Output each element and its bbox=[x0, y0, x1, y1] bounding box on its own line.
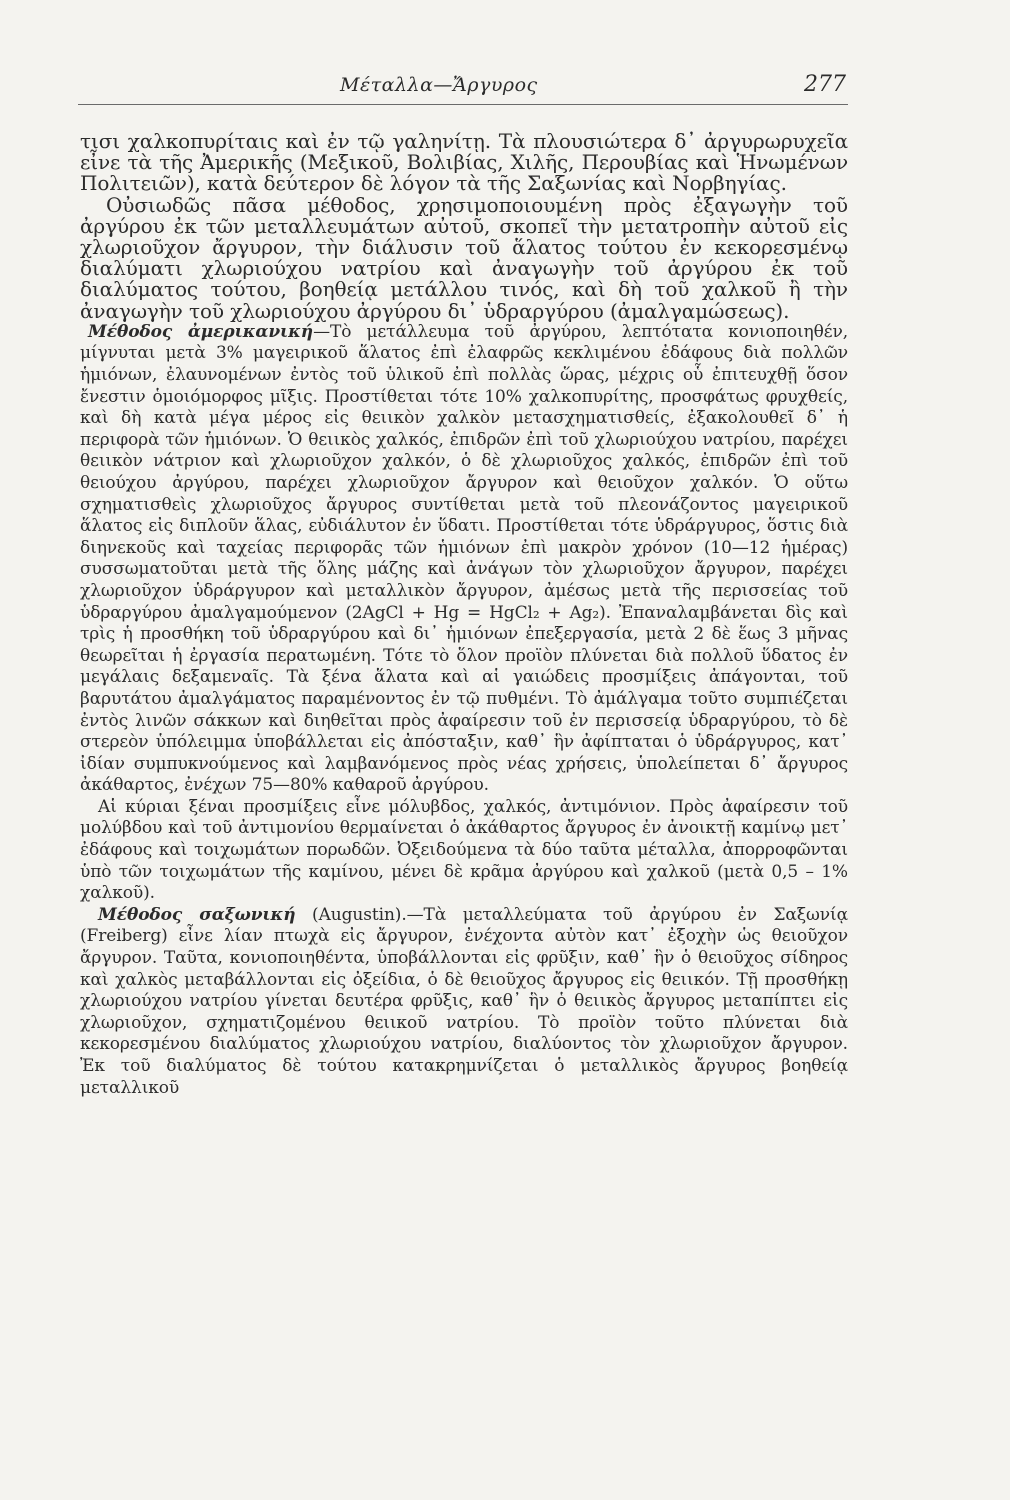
body-text bbox=[80, 131, 848, 1099]
running-head-title: Μέταλλα—Ἄργυρος bbox=[340, 74, 538, 96]
paragraph-saxon-method bbox=[80, 905, 848, 1099]
american-method-heading: Μέθοδος ἀμερικανική bbox=[88, 321, 314, 342]
paragraph-2: Οὐσιωδῶς πᾶσα μέθοδος, χρησιμοποιουμένη πρὸς ἐξαγωγὴν τοῦ ἀργύρου ἐκ τῶν μεταλλευμάτων αὐτοῦ, σκοπεῖ τὴν μετατροπὴν αὐτοῦ εἰς χλωριοῦχον ἄργυρον, τὴν διάλυσιν τοῦ ἅλατος τούτου ἐν κεκορεσμένῳ διαλύματι χλωριούχου νατρίου καὶ ἀναγωγὴν τοῦ ἀργύρου ἐκ τοῦ διαλύματος τούτου, βοηθείᾳ μετάλλου τινός, καὶ δὴ τοῦ χαλκοῦ ἢ τὴν ἀναγωγὴν τοῦ χλωριούχου ἀργύρου δι᾽ ὑδραργύρου (ἀμαλγαμώσεως). bbox=[80, 192, 848, 323]
american-method-text: —Τὸ μετάλλευμα τοῦ ἀργύρου, λεπτότατα κονιοποιηθέν, μίγνυται μετὰ 3% μαγειρικοῦ ἅλατος ἐπὶ ἐλαφρῶς κεκλιμένου ἐδάφους διὰ πολλῶν ἡμιόνων, ἐλαυνομένων ἐντὸς τοῦ ὑλικοῦ ἐπὶ πολλὰς ὥρας, μέχρις οὗ ἐπιτευχθῇ ὅσον ἔνεστιν ὁμοιόμορφος μῖξις. Προστίθεται τότε 10% χαλκοπυρίτης, προσφάτως φρυχθείς, καὶ δὴ κατὰ μέγα μέρος εἰς θειικὸν χαλκὸν μετασχηματισθείς, ἐξακολουθεῖ δ᾽ ἡ περιφορὰ τῶν ἡμιόνων. Ὁ θειικὸς χαλκός, ἐπιδρῶν ἐπὶ τοῦ χλωριούχου νατρίου, παρέχει θειικὸν νάτριον καὶ χλωριοῦχον χαλκόν, ὁ δὲ χλωριοῦχος χαλκός, ἐπιδρῶν ἐπὶ τοῦ θειούχου ἀργύρου, παρέχει χλωριοῦχον ἄργυρον καὶ θειοῦχον χαλκόν. Ὁ οὕτω σχηματισθεὶς χλωριοῦχος ἄργυρος συντίθεται μετὰ τοῦ πλεονάζοντος μαγειρικοῦ ἅλατος εἰς διπλοῦν ἅλας, εὐδιάλυτον ἐν ὕδατι. Προστίθεται τότε ὑδράργυρος, ὅστις διὰ διηνεκοῦς καὶ ταχείας περιφορᾶς τῶν ἡμιόνων ἐπὶ μακρὸν χρόνον (10—12 ἡμέρας) συσσωματοῦται μετὰ τῆς ὅλης μάζης καὶ ἀνάγων τὸν χλωριοῦχον ἄργυρον, παρέχει χλωριοῦχον ὑδράργυρον καὶ μεταλλικὸν ἄργυρον, ἀμέσως μετὰ τῆς περισσείας τοῦ ὑδραργύρου ἀμαλγαμούμενον (2AgCl + Hg = HgCl₂ + Ag₂). Ἐπαναλαμβάνεται δὶς καὶ τρὶς ἡ προσθήκη τοῦ ὑδραργύρου καὶ δι᾽ ἡμιόνων ἐπεξεργασία, μετὰ 2 δὲ ἕως 3 μῆνας θεωρεῖται ἡ ἐργασία περατωμένη. Τότε τὸ ὅλον προϊὸν πλύνεται διὰ πολλοῦ ὕδατος ἐν μεγάλαις δεξαμεναῖς. Τὰ ξένα ἅλατα καὶ αἱ γαιώδεις προσμίξεις ἀπάγονται, τοῦ βαρυτάτου ἀμαλγάματος παραμένοντος ἐν τῷ πυθμένι. Τὸ ἀμάλγαμα τοῦτο συμπιέζεται ἐντὸς λινῶν σάκκων καὶ διηθεῖται πρὸς ἀφαίρεσιν τοῦ ἐν περισσείᾳ ὑδραργύρου, τὸ δὲ στερεὸν ὑπόλειμμα ὑποβάλλεται εἰς ἀπόσταξιν, καθ᾽ ἣν ἀφίπταται ὁ ὑδράργυρος, κατ᾽ ἰδίαν συμπυκνούμενος καὶ λαμβανόμενος πρὸς νέας χρήσεις, ὑπολείπεται δ᾽ ἄργυρος ἀκάθαρτος, ἐνέχων 75—80% καθαροῦ ἀργύρου. bbox=[80, 321, 848, 796]
paragraph-1: τισι χαλκοπυρίταις καὶ ἐν τῷ γαληνίτῃ. Τὰ πλουσιώτερα δ᾽ ἀργυρωρυχεῖα εἶνε τὰ τῆς Ἀμερικῆς (Μεξικοῦ, Βολιβίας, Χιλῆς, Περουβίας καὶ Ἡνωμένων Πολιτειῶν), κατὰ δεύτερον δὲ λόγον τὰ τῆς Σαξωνίας καὶ Νορβηγίας. bbox=[80, 129, 848, 196]
running-head bbox=[78, 70, 848, 105]
paragraph-american-method bbox=[80, 322, 848, 797]
page-number: 277 bbox=[804, 72, 846, 97]
saxon-method-heading: Μέθοδος σαξωνική bbox=[98, 904, 296, 925]
saxon-method-text: (Augustin).—Τὰ μεταλλεύματα τοῦ ἀργύρου ἐν Σαξωνίᾳ (Freiberg) εἶνε λίαν πτωχὰ εἰς ἄργυρον, ἐνέχοντα αὐτὸν κατ᾽ ἐξοχὴν ὡς θειοῦχον ἄργυρον. Ταῦτα, κονιοποιηθέντα, ὑποβάλλονται εἰς φρῦξιν, καθ᾽ ἣν ὁ θειοῦχος σίδηρος καὶ χαλκὸς μεταβάλλονται εἰς ὀξείδια, ὁ δὲ θειοῦχος ἄργυρος εἰς θειικόν. Τῇ προσθήκῃ χλωριούχου νατρίου γίνεται δευτέρα φρῦξις, καθ᾽ ἣν ὁ θειικὸς ἄργυρος μεταπίπτει εἰς χλωριοῦχον, σχηματιζομένου θειικοῦ νατρίου. Τὸ προϊὸν τοῦτο πλύνεται διὰ κεκορεσμένου διαλύματος χλωριούχου νατρίου, διαλύοντος τὸν χλωριοῦχον ἄργυρον. Ἐκ τοῦ διαλύματος δὲ τούτου κατακρημνίζεται ὁ μεταλλικὸς ἄργυρος βοηθείᾳ μεταλλικοῦ bbox=[80, 904, 848, 1098]
paragraph-impurities: Αἱ κύριαι ξέναι προσμίξεις εἶνε μόλυβδος, χαλκός, ἀντιμόνιον. Πρὸς ἀφαίρεσιν τοῦ μολύβδου καὶ τοῦ ἀντιμονίου θερμαίνεται ὁ ἀκάθαρτος ἄργυρος ἐν ἀνοικτῇ καμίνῳ μετ᾽ ἐδάφους καὶ τοιχωμάτων πορωδῶν. Ὀξειδούμενα τὰ δύο ταῦτα μέταλλα, ἀπορροφῶνται ὑπὸ τῶν τοιχωμάτων τῆς καμίνου, μένει δὲ κρᾶμα ἀργύρου καὶ χαλκοῦ (μετὰ 0,5 – 1% χαλκοῦ). bbox=[80, 796, 848, 904]
